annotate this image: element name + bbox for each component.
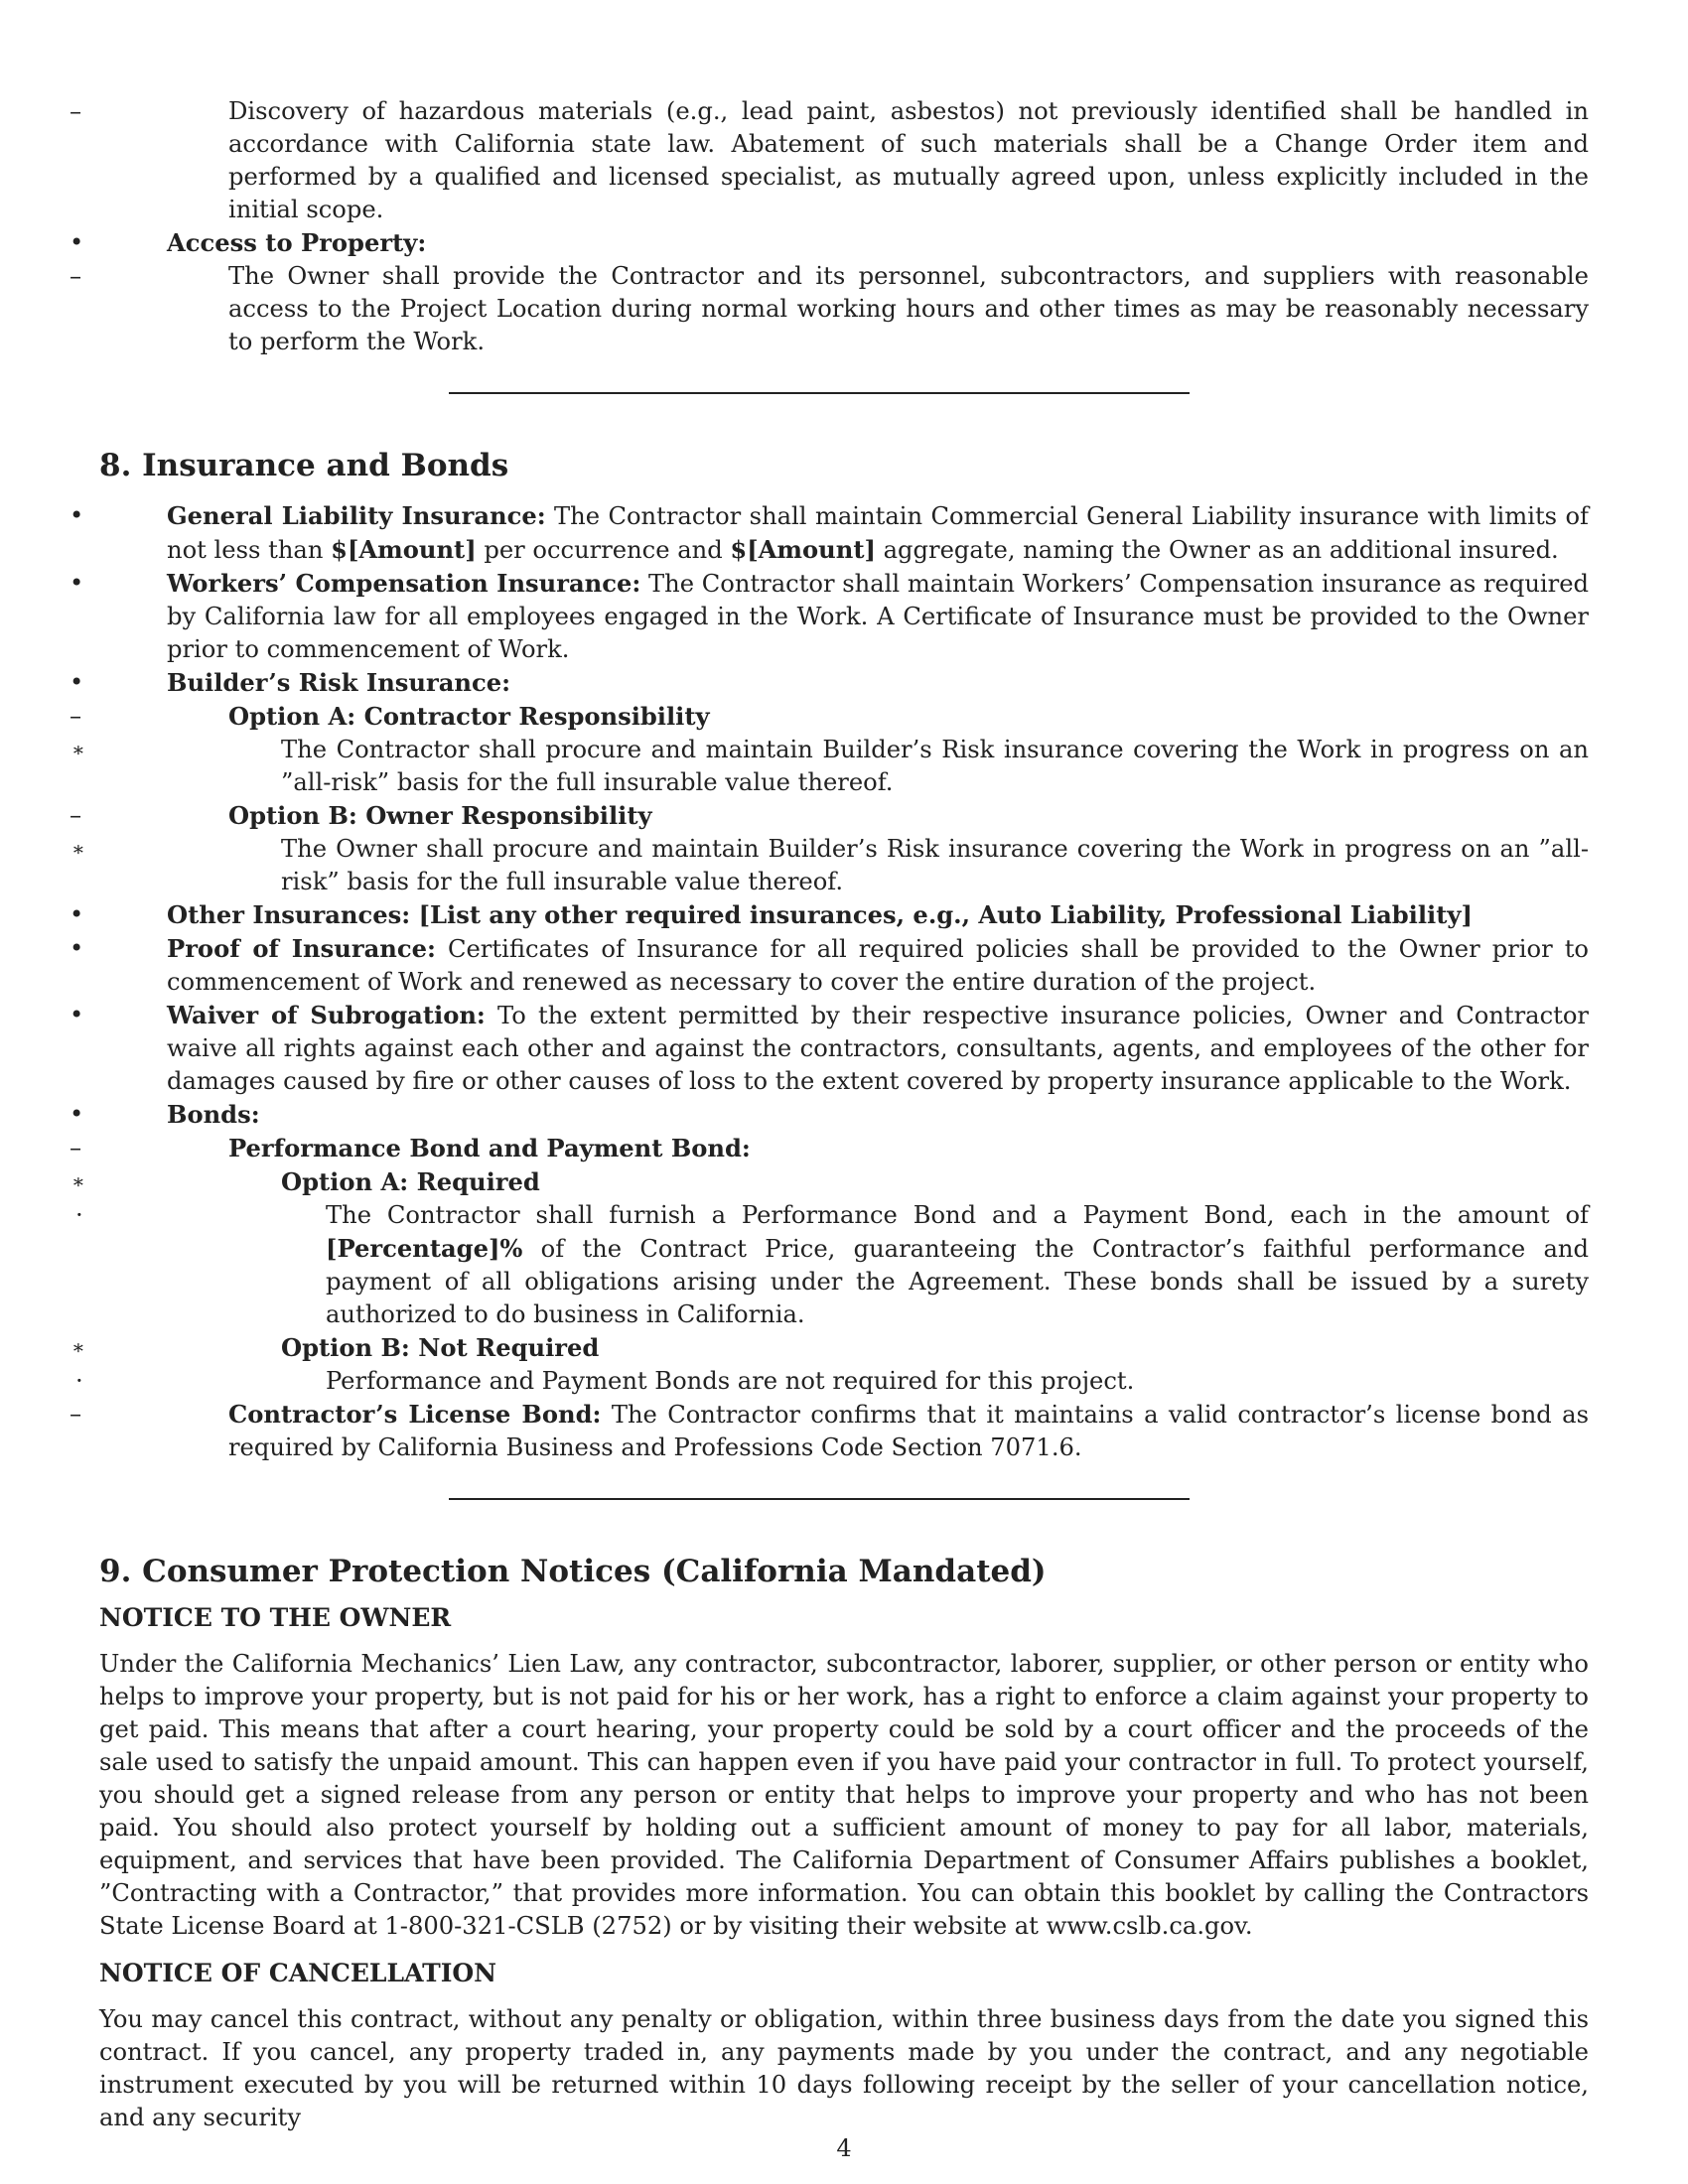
star-marker: ∗: [71, 837, 85, 861]
dash-marker: –: [70, 801, 82, 829]
bullet-marker: •: [70, 1100, 84, 1128]
star-marker: ∗: [71, 1169, 85, 1193]
br-option-b-text: The Owner shall procure and maintain Builder’s Risk insurance covering the Work in progress on an ”all-risk” basis for the full insurable value thereof.: [281, 835, 1589, 895]
br-option-a-text: The Contractor shall procure and maintain Builder’s Risk insurance covering the Work in progress on an ”all-risk” basis for the full insurable value thereof.: [281, 736, 1589, 796]
br-option-b: Option B: Owner Responsibility: [228, 801, 652, 830]
access-text: The Owner shall provide the Contractor and its personnel, subcontractors, and suppliers with reasonable access to the Project Location during normal working hours and other times as may be reasonably necessary to perform the Work.: [228, 262, 1589, 355]
list-item: [75, 1365, 1589, 1398]
list-item: [70, 666, 1589, 700]
bullet-marker: •: [70, 228, 84, 256]
dash-marker: –: [70, 1134, 82, 1161]
list-item: [70, 799, 1589, 833]
bond-option-b: Option B: Not Required: [281, 1333, 600, 1362]
other-insurances-label: Other Insurances: [List any other required insurances, e.g., Auto Liability, Professional Liability]: [167, 900, 1473, 929]
section-divider: [449, 392, 1190, 394]
list-item: [70, 567, 1590, 666]
notice-owner-heading: NOTICE TO THE OWNER: [99, 1603, 452, 1632]
bond-option-a-text: of the Contract Price, guaranteeing the Contractor’s faithful performance and payment of all obligations arising under the Agreement. These bonds shall be issued by a surety authorized to do business in California.: [326, 1235, 1589, 1328]
dash-marker: –: [70, 702, 82, 730]
dash-marker: –: [70, 1400, 82, 1428]
bond-option-b-text: Performance and Payment Bonds are not required for this project.: [326, 1367, 1135, 1395]
bond-option-a-text: The Contractor shall furnish a Performance Bond and a Payment Bond, each in the amount of: [326, 1201, 1589, 1229]
list-item: [70, 700, 1589, 734]
proof-text: Certificates of Insurance for all required policies shall be provided to the Owner prior to commencement of Work and renewed as necessary to cover the entire duration of the project.: [167, 935, 1589, 996]
notice-cancel-text: You may cancel this contract, without any penalty or obligation, within three business days from the date you signed this contract. If you cancel, any property traded in, any payments made by you under the contract, and any negotiable instrument executed by you will be returned within 10 days following receipt by the seller of your cancellation notice, and any security: [99, 2005, 1589, 2131]
section-divider: [449, 1498, 1190, 1500]
dash-marker: –: [70, 262, 82, 290]
gl-text: aggregate, naming the Owner as an additional insured.: [875, 536, 1559, 564]
list-item: [70, 499, 1590, 567]
access-label: Access to Property:: [167, 228, 427, 257]
notice-owner-text: Under the California Mechanics’ Lien Law, any contractor, subcontractor, laborer, supplier, or other person or entity who helps to improve your property, but is not paid for his or her work, has a right to enforce a claim against your property to get paid. This means that after a court hearing, your property could be sold by a court officer and the proceeds of the sale used to satisfy the unpaid amount. This can happen even if you have paid your contractor in full. To protect yourself, you should get a signed release from any person or entity that helps to improve your property and who has not been paid. You should also protect yourself by holding out a sufficient amount of money to pay for all labor, materials, equipment, and services that have been provided. The California Department of Consumer Affairs publishes a booklet, ”Contracting with a Contractor,” that provides more information. You can obtain this booklet by calling the Contractors State License Board at 1-800-321-CSLB (2752) or by visiting their website at www.cslb.ca.gov.: [99, 1650, 1589, 1940]
list-item: [70, 898, 1589, 932]
star-marker: ∗: [71, 738, 85, 761]
waiver-text: To the extent permitted by their respective insurance policies, Owner and Contractor waive all rights against each other and against the contractors, consultants, agents, and employees of the other for damages caused by fire or other causes of loss to the extent covered by property insurance applicable to the Work.: [167, 1002, 1589, 1095]
hazard-text: Discovery of hazardous materials (e.g., lead paint, asbestos) not previously identified shall be handled in accordance with California state law. Abatement of such materials shall be a Change Order item and performed by a qualified and licensed specialist, as mutually agreed upon, unless explicitly included in the initial scope.: [228, 97, 1589, 223]
list-item: [70, 1098, 1589, 1132]
bullet-marker: •: [70, 1001, 84, 1028]
list-item: [71, 1165, 1589, 1199]
wc-text: The Contractor shall maintain Workers’ Compensation insurance as required by California law for all employees engaged in the Work. A Certificate of Insurance must be provided to the Owner prior to commencement of Work.: [167, 570, 1590, 663]
amount-placeholder: $[Amount]: [730, 535, 876, 564]
bullet-marker: •: [70, 668, 84, 696]
gl-label: General Liability Insurance:: [167, 501, 546, 530]
wc-label: Workers’ Compensation Insurance:: [167, 569, 641, 598]
list-item: [70, 260, 1589, 358]
proof-label: Proof of Insurance:: [167, 934, 436, 963]
license-bond-text: The Contractor confirms that it maintains a valid contractor’s license bond as required by California Business and Professions Code Section 7071.6.: [228, 1401, 1589, 1461]
section-8-title: 8. Insurance and Bonds: [99, 448, 509, 483]
list-item: [70, 1132, 1589, 1165]
list-item: [71, 1331, 1589, 1365]
dot-marker: ·: [75, 1367, 83, 1395]
list-item: [70, 932, 1589, 999]
list-item: [71, 734, 1589, 799]
waiver-label: Waiver of Subrogation:: [167, 1001, 486, 1029]
star-marker: ∗: [71, 1335, 85, 1359]
list-item: [71, 833, 1589, 898]
bullet-marker: •: [70, 900, 84, 928]
bond-option-a: Option A: Required: [281, 1167, 540, 1196]
br-label: Builder’s Risk Insurance:: [167, 668, 511, 697]
list-item: [70, 95, 1589, 226]
bullet-marker: •: [70, 569, 84, 597]
license-bond-label: Contractor’s License Bond:: [228, 1400, 602, 1429]
notice-cancel-heading: NOTICE OF CANCELLATION: [99, 1959, 497, 1987]
gl-text: per occurrence and: [476, 536, 731, 564]
br-option-a: Option A: Contractor Responsibility: [228, 702, 710, 731]
perf-bond-label: Performance Bond and Payment Bond:: [228, 1134, 751, 1162]
dot-marker: ·: [75, 1201, 83, 1229]
percentage-placeholder: [Percentage]%: [326, 1234, 523, 1263]
bonds-label: Bonds:: [167, 1100, 260, 1129]
list-item: [75, 1199, 1589, 1331]
section-9-title: 9. Consumer Protection Notices (California Mandated): [99, 1554, 1047, 1589]
dash-marker: –: [70, 97, 82, 125]
gl-text: The Contractor shall maintain Commercial General Liability insurance with limits of not less than: [167, 502, 1590, 564]
bullet-marker: •: [70, 501, 84, 529]
page-number: 4: [836, 2134, 852, 2162]
list-item: [70, 226, 1589, 260]
bullet-marker: •: [70, 934, 84, 962]
list-item: [70, 1398, 1589, 1464]
document-page: [70, 95, 1590, 2134]
amount-placeholder: $[Amount]: [331, 535, 477, 564]
list-item: [70, 999, 1589, 1098]
